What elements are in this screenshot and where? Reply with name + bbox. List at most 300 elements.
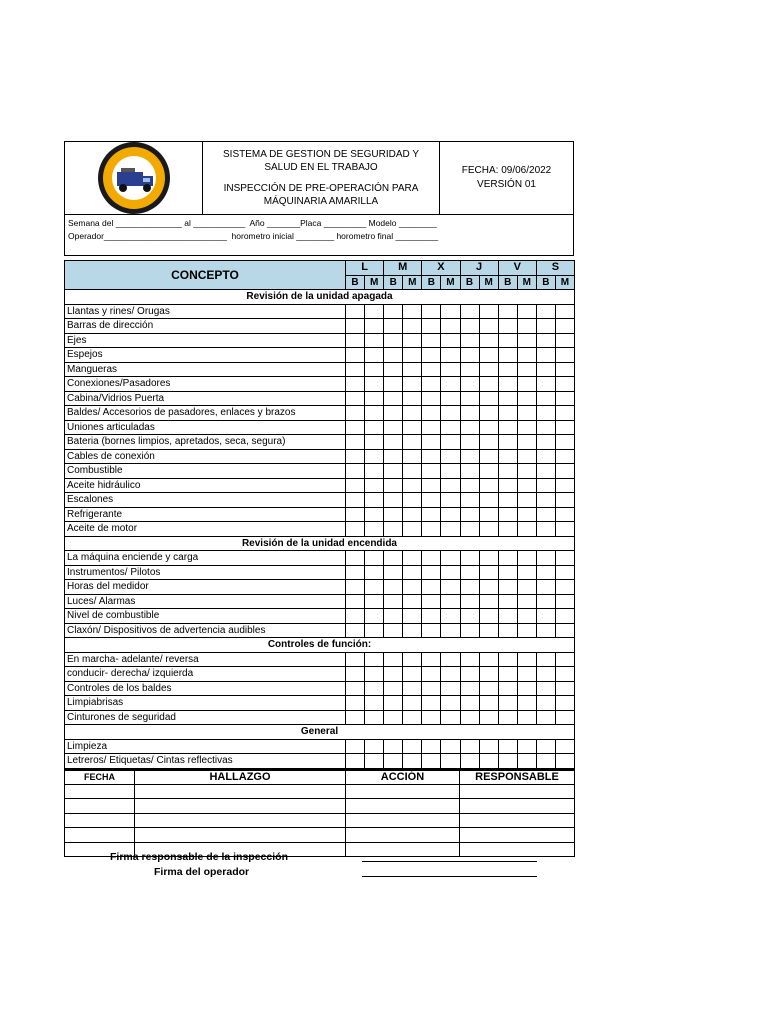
check-cell[interactable] [460, 478, 479, 493]
check-cell[interactable] [517, 333, 536, 348]
check-cell[interactable] [517, 493, 536, 508]
accion-cell[interactable] [346, 828, 460, 843]
check-cell[interactable] [422, 362, 441, 377]
check-cell[interactable] [422, 681, 441, 696]
check-cell[interactable] [460, 710, 479, 725]
check-cell[interactable] [346, 319, 365, 334]
check-cell[interactable] [384, 667, 403, 682]
check-cell[interactable] [384, 594, 403, 609]
check-cell[interactable] [517, 739, 536, 754]
check-cell[interactable] [536, 391, 555, 406]
check-cell[interactable] [441, 478, 460, 493]
check-cell[interactable] [555, 362, 574, 377]
check-cell[interactable] [441, 391, 460, 406]
check-cell[interactable] [441, 681, 460, 696]
check-cell[interactable] [384, 696, 403, 711]
check-cell[interactable] [441, 594, 460, 609]
check-cell[interactable] [422, 652, 441, 667]
check-cell[interactable] [384, 623, 403, 638]
check-cell[interactable] [536, 565, 555, 580]
check-cell[interactable] [441, 667, 460, 682]
check-cell[interactable] [422, 609, 441, 624]
check-cell[interactable] [384, 754, 403, 769]
check-cell[interactable] [384, 348, 403, 363]
check-cell[interactable] [517, 710, 536, 725]
check-cell[interactable] [555, 391, 574, 406]
check-cell[interactable] [365, 681, 384, 696]
check-cell[interactable] [365, 739, 384, 754]
check-cell[interactable] [365, 522, 384, 537]
check-cell[interactable] [517, 696, 536, 711]
check-cell[interactable] [365, 609, 384, 624]
check-cell[interactable] [346, 710, 365, 725]
check-cell[interactable] [479, 333, 498, 348]
check-cell[interactable] [555, 522, 574, 537]
check-cell[interactable] [365, 493, 384, 508]
check-cell[interactable] [422, 377, 441, 392]
check-cell[interactable] [384, 609, 403, 624]
check-cell[interactable] [460, 304, 479, 319]
check-cell[interactable] [403, 449, 422, 464]
check-cell[interactable] [365, 623, 384, 638]
check-cell[interactable] [403, 754, 422, 769]
check-cell[interactable] [479, 580, 498, 595]
check-cell[interactable] [403, 478, 422, 493]
check-cell[interactable] [517, 319, 536, 334]
check-cell[interactable] [555, 754, 574, 769]
fecha-cell[interactable] [65, 813, 135, 828]
check-cell[interactable] [403, 551, 422, 566]
check-cell[interactable] [479, 681, 498, 696]
check-cell[interactable] [536, 696, 555, 711]
check-cell[interactable] [479, 522, 498, 537]
check-cell[interactable] [346, 333, 365, 348]
check-cell[interactable] [555, 449, 574, 464]
check-cell[interactable] [536, 652, 555, 667]
sign-inspeccion-line[interactable] [362, 861, 537, 862]
check-cell[interactable] [346, 449, 365, 464]
check-cell[interactable] [555, 464, 574, 479]
check-cell[interactable] [555, 435, 574, 450]
check-cell[interactable] [346, 362, 365, 377]
check-cell[interactable] [460, 739, 479, 754]
check-cell[interactable] [555, 580, 574, 595]
check-cell[interactable] [517, 304, 536, 319]
check-cell[interactable] [479, 449, 498, 464]
check-cell[interactable] [498, 435, 517, 450]
check-cell[interactable] [422, 696, 441, 711]
check-cell[interactable] [365, 406, 384, 421]
fecha-cell[interactable] [65, 799, 135, 814]
check-cell[interactable] [498, 754, 517, 769]
check-cell[interactable] [441, 464, 460, 479]
check-cell[interactable] [422, 565, 441, 580]
check-cell[interactable] [536, 609, 555, 624]
check-cell[interactable] [422, 304, 441, 319]
check-cell[interactable] [460, 551, 479, 566]
check-cell[interactable] [517, 449, 536, 464]
check-cell[interactable] [479, 507, 498, 522]
check-cell[interactable] [441, 333, 460, 348]
check-cell[interactable] [517, 464, 536, 479]
check-cell[interactable] [479, 551, 498, 566]
accion-cell[interactable] [346, 799, 460, 814]
check-cell[interactable] [479, 594, 498, 609]
check-cell[interactable] [441, 609, 460, 624]
check-cell[interactable] [517, 522, 536, 537]
hallazgo-cell[interactable] [135, 828, 346, 843]
check-cell[interactable] [460, 507, 479, 522]
check-cell[interactable] [422, 435, 441, 450]
check-cell[interactable] [536, 580, 555, 595]
check-cell[interactable] [460, 754, 479, 769]
check-cell[interactable] [365, 420, 384, 435]
check-cell[interactable] [422, 522, 441, 537]
check-cell[interactable] [346, 391, 365, 406]
check-cell[interactable] [403, 623, 422, 638]
check-cell[interactable] [384, 377, 403, 392]
check-cell[interactable] [536, 522, 555, 537]
check-cell[interactable] [441, 522, 460, 537]
check-cell[interactable] [555, 681, 574, 696]
fecha-cell[interactable] [65, 828, 135, 843]
check-cell[interactable] [536, 594, 555, 609]
check-cell[interactable] [498, 319, 517, 334]
check-cell[interactable] [517, 377, 536, 392]
check-cell[interactable] [346, 478, 365, 493]
check-cell[interactable] [403, 667, 422, 682]
check-cell[interactable] [498, 391, 517, 406]
check-cell[interactable] [441, 754, 460, 769]
check-cell[interactable] [517, 406, 536, 421]
check-cell[interactable] [403, 348, 422, 363]
check-cell[interactable] [441, 710, 460, 725]
check-cell[interactable] [365, 580, 384, 595]
check-cell[interactable] [479, 406, 498, 421]
check-cell[interactable] [365, 333, 384, 348]
check-cell[interactable] [346, 348, 365, 363]
check-cell[interactable] [441, 507, 460, 522]
check-cell[interactable] [422, 739, 441, 754]
check-cell[interactable] [365, 319, 384, 334]
check-cell[interactable] [403, 435, 422, 450]
check-cell[interactable] [460, 522, 479, 537]
check-cell[interactable] [555, 667, 574, 682]
check-cell[interactable] [517, 362, 536, 377]
check-cell[interactable] [536, 754, 555, 769]
check-cell[interactable] [498, 377, 517, 392]
check-cell[interactable] [441, 362, 460, 377]
check-cell[interactable] [365, 348, 384, 363]
check-cell[interactable] [498, 478, 517, 493]
check-cell[interactable] [479, 565, 498, 580]
check-cell[interactable] [441, 304, 460, 319]
check-cell[interactable] [555, 551, 574, 566]
check-cell[interactable] [422, 391, 441, 406]
check-cell[interactable] [346, 522, 365, 537]
check-cell[interactable] [403, 594, 422, 609]
check-cell[interactable] [498, 609, 517, 624]
check-cell[interactable] [479, 710, 498, 725]
check-cell[interactable] [346, 594, 365, 609]
check-cell[interactable] [365, 565, 384, 580]
check-cell[interactable] [384, 449, 403, 464]
check-cell[interactable] [441, 652, 460, 667]
check-cell[interactable] [441, 406, 460, 421]
check-cell[interactable] [555, 696, 574, 711]
check-cell[interactable] [479, 652, 498, 667]
check-cell[interactable] [536, 304, 555, 319]
check-cell[interactable] [498, 304, 517, 319]
check-cell[interactable] [384, 507, 403, 522]
check-cell[interactable] [441, 580, 460, 595]
check-cell[interactable] [460, 449, 479, 464]
check-cell[interactable] [422, 493, 441, 508]
check-cell[interactable] [536, 449, 555, 464]
check-cell[interactable] [384, 522, 403, 537]
check-cell[interactable] [422, 420, 441, 435]
check-cell[interactable] [384, 565, 403, 580]
check-cell[interactable] [479, 696, 498, 711]
check-cell[interactable] [498, 551, 517, 566]
check-cell[interactable] [536, 348, 555, 363]
check-cell[interactable] [536, 435, 555, 450]
check-cell[interactable] [460, 493, 479, 508]
check-cell[interactable] [555, 609, 574, 624]
check-cell[interactable] [384, 493, 403, 508]
check-cell[interactable] [517, 580, 536, 595]
check-cell[interactable] [498, 420, 517, 435]
check-cell[interactable] [498, 710, 517, 725]
check-cell[interactable] [479, 609, 498, 624]
check-cell[interactable] [346, 739, 365, 754]
check-cell[interactable] [384, 304, 403, 319]
check-cell[interactable] [479, 435, 498, 450]
check-cell[interactable] [403, 304, 422, 319]
check-cell[interactable] [498, 652, 517, 667]
accion-cell[interactable] [346, 813, 460, 828]
check-cell[interactable] [517, 507, 536, 522]
check-cell[interactable] [498, 333, 517, 348]
check-cell[interactable] [555, 319, 574, 334]
check-cell[interactable] [460, 652, 479, 667]
check-cell[interactable] [384, 652, 403, 667]
check-cell[interactable] [498, 580, 517, 595]
check-cell[interactable] [384, 319, 403, 334]
check-cell[interactable] [441, 420, 460, 435]
check-cell[interactable] [346, 420, 365, 435]
check-cell[interactable] [460, 333, 479, 348]
check-cell[interactable] [536, 420, 555, 435]
check-cell[interactable] [555, 652, 574, 667]
check-cell[interactable] [346, 435, 365, 450]
check-cell[interactable] [479, 377, 498, 392]
check-cell[interactable] [441, 696, 460, 711]
check-cell[interactable] [403, 377, 422, 392]
check-cell[interactable] [403, 681, 422, 696]
check-cell[interactable] [384, 551, 403, 566]
check-cell[interactable] [346, 377, 365, 392]
check-cell[interactable] [555, 493, 574, 508]
check-cell[interactable] [479, 493, 498, 508]
check-cell[interactable] [384, 333, 403, 348]
check-cell[interactable] [517, 478, 536, 493]
check-cell[interactable] [479, 478, 498, 493]
check-cell[interactable] [536, 710, 555, 725]
responsable-cell[interactable] [460, 799, 575, 814]
check-cell[interactable] [498, 362, 517, 377]
check-cell[interactable] [346, 493, 365, 508]
check-cell[interactable] [460, 623, 479, 638]
check-cell[interactable] [403, 739, 422, 754]
check-cell[interactable] [346, 623, 365, 638]
check-cell[interactable] [441, 435, 460, 450]
check-cell[interactable] [555, 739, 574, 754]
check-cell[interactable] [536, 464, 555, 479]
check-cell[interactable] [555, 710, 574, 725]
check-cell[interactable] [403, 493, 422, 508]
check-cell[interactable] [384, 464, 403, 479]
responsable-cell[interactable] [460, 828, 575, 843]
check-cell[interactable] [479, 304, 498, 319]
check-cell[interactable] [536, 406, 555, 421]
check-cell[interactable] [422, 348, 441, 363]
check-cell[interactable] [479, 667, 498, 682]
check-cell[interactable] [498, 449, 517, 464]
check-cell[interactable] [460, 667, 479, 682]
check-cell[interactable] [555, 304, 574, 319]
check-cell[interactable] [498, 507, 517, 522]
check-cell[interactable] [460, 420, 479, 435]
check-cell[interactable] [517, 435, 536, 450]
check-cell[interactable] [441, 319, 460, 334]
check-cell[interactable] [365, 710, 384, 725]
check-cell[interactable] [441, 551, 460, 566]
check-cell[interactable] [403, 406, 422, 421]
check-cell[interactable] [536, 478, 555, 493]
check-cell[interactable] [422, 478, 441, 493]
check-cell[interactable] [346, 464, 365, 479]
check-cell[interactable] [422, 333, 441, 348]
check-cell[interactable] [536, 551, 555, 566]
check-cell[interactable] [441, 493, 460, 508]
check-cell[interactable] [422, 710, 441, 725]
check-cell[interactable] [346, 580, 365, 595]
check-cell[interactable] [365, 391, 384, 406]
check-cell[interactable] [498, 594, 517, 609]
check-cell[interactable] [346, 667, 365, 682]
check-cell[interactable] [346, 652, 365, 667]
check-cell[interactable] [555, 507, 574, 522]
check-cell[interactable] [517, 652, 536, 667]
check-cell[interactable] [460, 696, 479, 711]
check-cell[interactable] [479, 362, 498, 377]
check-cell[interactable] [536, 507, 555, 522]
check-cell[interactable] [365, 754, 384, 769]
check-cell[interactable] [346, 696, 365, 711]
check-cell[interactable] [365, 435, 384, 450]
check-cell[interactable] [479, 348, 498, 363]
check-cell[interactable] [517, 420, 536, 435]
check-cell[interactable] [403, 652, 422, 667]
check-cell[interactable] [517, 391, 536, 406]
check-cell[interactable] [536, 667, 555, 682]
check-cell[interactable] [517, 667, 536, 682]
check-cell[interactable] [441, 449, 460, 464]
check-cell[interactable] [536, 623, 555, 638]
check-cell[interactable] [422, 507, 441, 522]
check-cell[interactable] [346, 406, 365, 421]
check-cell[interactable] [422, 319, 441, 334]
check-cell[interactable] [365, 362, 384, 377]
sign-operador-line[interactable] [362, 876, 537, 877]
check-cell[interactable] [422, 406, 441, 421]
check-cell[interactable] [346, 754, 365, 769]
check-cell[interactable] [536, 739, 555, 754]
check-cell[interactable] [422, 464, 441, 479]
check-cell[interactable] [441, 739, 460, 754]
check-cell[interactable] [384, 435, 403, 450]
check-cell[interactable] [365, 551, 384, 566]
check-cell[interactable] [517, 565, 536, 580]
check-cell[interactable] [517, 348, 536, 363]
check-cell[interactable] [403, 391, 422, 406]
check-cell[interactable] [384, 391, 403, 406]
check-cell[interactable] [517, 551, 536, 566]
check-cell[interactable] [460, 377, 479, 392]
check-cell[interactable] [441, 623, 460, 638]
check-cell[interactable] [555, 565, 574, 580]
check-cell[interactable] [365, 449, 384, 464]
check-cell[interactable] [365, 667, 384, 682]
check-cell[interactable] [460, 391, 479, 406]
check-cell[interactable] [403, 319, 422, 334]
check-cell[interactable] [422, 449, 441, 464]
check-cell[interactable] [479, 319, 498, 334]
check-cell[interactable] [555, 377, 574, 392]
check-cell[interactable] [422, 551, 441, 566]
check-cell[interactable] [460, 565, 479, 580]
fecha-cell[interactable] [65, 784, 135, 799]
check-cell[interactable] [536, 319, 555, 334]
check-cell[interactable] [422, 580, 441, 595]
check-cell[interactable] [346, 551, 365, 566]
check-cell[interactable] [460, 594, 479, 609]
check-cell[interactable] [441, 377, 460, 392]
check-cell[interactable] [422, 594, 441, 609]
check-cell[interactable] [460, 681, 479, 696]
check-cell[interactable] [536, 493, 555, 508]
hallazgo-cell[interactable] [135, 784, 346, 799]
check-cell[interactable] [365, 464, 384, 479]
check-cell[interactable] [346, 565, 365, 580]
check-cell[interactable] [384, 580, 403, 595]
check-cell[interactable] [479, 623, 498, 638]
check-cell[interactable] [460, 609, 479, 624]
check-cell[interactable] [346, 304, 365, 319]
check-cell[interactable] [555, 406, 574, 421]
check-cell[interactable] [460, 406, 479, 421]
responsable-cell[interactable] [460, 813, 575, 828]
check-cell[interactable] [536, 333, 555, 348]
check-cell[interactable] [498, 406, 517, 421]
check-cell[interactable] [384, 739, 403, 754]
check-cell[interactable] [403, 696, 422, 711]
check-cell[interactable] [517, 594, 536, 609]
check-cell[interactable] [365, 696, 384, 711]
check-cell[interactable] [555, 348, 574, 363]
check-cell[interactable] [365, 652, 384, 667]
